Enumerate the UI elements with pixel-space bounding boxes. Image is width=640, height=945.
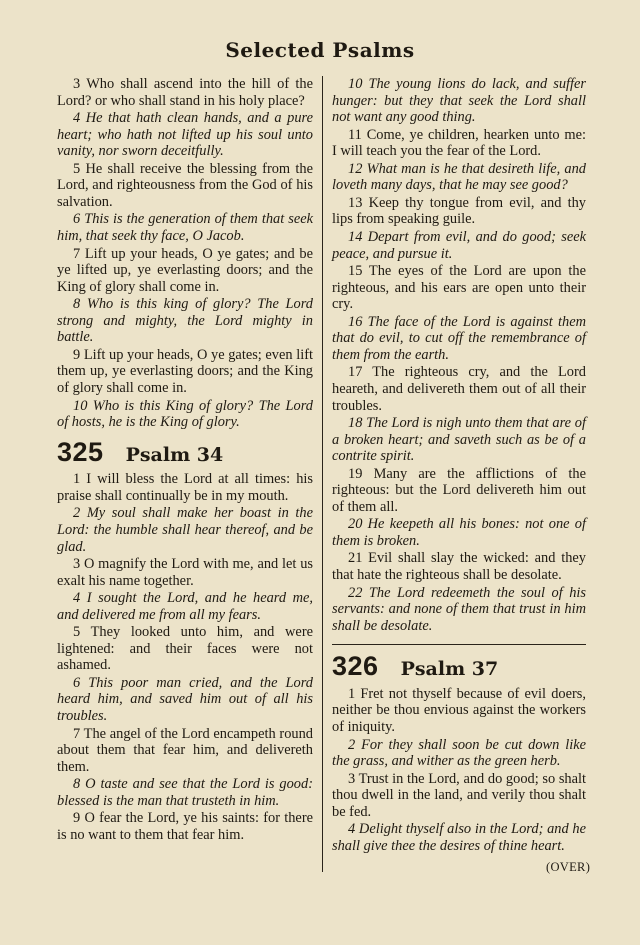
section-rule: [332, 644, 586, 645]
verse: 2 My soul shall make her boast in the Lord: the humble shall hear thereof, and be glad.: [57, 505, 313, 555]
verse: 6 This poor man cried, and the Lord heard him, and saved him out of all his troubles.: [57, 674, 313, 725]
verse: 3 Who shall ascend into the hill of the Lord? or who shall stand in his holy place?: [57, 76, 313, 109]
verse: 5 He shall receive the blessing from the Lord, and righteousness from the God of his salvation.: [57, 160, 313, 210]
verse: 10 Who is this King of glory? The Lord of hosts, he is the King of glory.: [57, 397, 313, 431]
verse: 16 The face of the Lord is against them that do evil, to cut off the remembrance of them from the earth.: [332, 313, 586, 363]
verse: 5 They looked unto him, and were lightened: and their faces were not ashamed.: [57, 624, 313, 674]
verse: 14 Depart from evil, and do good; seek peace, and pursue it.: [332, 228, 586, 262]
verse: 2 For they shall soon be cut down like the grass, and wither as the green herb.: [332, 736, 586, 770]
verse: 22 The Lord redeemeth the soul of his servants: and none of them that trust in him shall be desolate.: [332, 584, 586, 634]
verse: 15 The eyes of the Lord are upon the righteous, and his ears are open unto their cry.: [332, 262, 586, 313]
verse: 19 Many are the afflictions of the righteous: but the Lord delivereth him out of them all.: [332, 465, 586, 515]
verse: 9 O fear the Lord, ye his saints: for there is no want to them that fear him.: [57, 810, 313, 843]
left-column: [57, 76, 313, 844]
verse: 8 Who is this king of glory? The Lord strong and mighty, the Lord mighty in battle.: [57, 296, 313, 346]
verse: 21 Evil shall slay the wicked: and they that hate the righteous shall be desolate.: [332, 550, 586, 584]
verse: 13 Keep thy tongue from evil, and thy lips from speaking guile.: [332, 194, 586, 228]
psalm-325-title: Psalm 34: [125, 443, 224, 466]
over-marker: (OVER): [546, 860, 591, 874]
column-divider: [322, 76, 323, 872]
verse: 4 He that hath clean hands, and a pure heart; who hath not lifted up his soul unto vanity, nor sworn deceitfully.: [57, 110, 313, 160]
verse: 7 Lift up your heads, O ye gates; and be ye lifted up, ye everlasting doors; and the King of glory shall come in.: [57, 245, 313, 295]
psalm-326-title: Psalm 37: [400, 658, 499, 681]
verse: 4 Delight thyself also in the Lord; and he shall give thee the desires of thine heart.: [332, 821, 586, 854]
verse: 3 O magnify the Lord with me, and let us exalt his name together.: [57, 556, 313, 589]
psalm-325-header: [57, 436, 313, 467]
verse: 3 Trust in the Lord, and do good; so shalt thou dwell in the land, and verily thou shalt be fed.: [332, 770, 586, 820]
verse: 1 Fret not thyself because of evil doers, neither be thou envious against the workers of iniquity.: [332, 685, 586, 736]
verse: 8 O taste and see that the Lord is good: blessed is the man that trusteth in him.: [57, 776, 313, 809]
verse: 6 This is the generation of them that seek him, that seek thy face, O Jacob.: [57, 211, 313, 245]
page-title: Selected Psalms: [225, 38, 415, 62]
verse: 18 The Lord is nigh unto them that are of a broken heart; and saveth such as be of a contrite spirit.: [332, 415, 586, 465]
verse: 20 He keepeth all his bones: not one of them is broken.: [332, 516, 586, 549]
psalm-326-header: [332, 651, 586, 682]
right-column: [332, 76, 586, 855]
verse: 9 Lift up your heads, O ye gates; even lift them up, ye everlasting doors; and the King of glory shall come in.: [57, 346, 313, 397]
psalm-325-verses-right: [332, 76, 586, 634]
verse: 10 The young lions do lack, and suffer hunger: but they that seek the Lord shall not want any good thing.: [332, 76, 586, 126]
verse: 11 Come, ye children, hearken unto me: I will teach you the fear of the Lord.: [332, 126, 586, 160]
verse: 4 I sought the Lord, and he heard me, and delivered me from all my fears.: [57, 590, 313, 623]
verse: 1 I will bless the Lord at all times: his praise shall continually be in my mouth.: [57, 471, 313, 504]
psalm-326-verses: [332, 686, 586, 855]
psalm-326-number: 326: [332, 651, 379, 682]
verse: 17 The righteous cry, and the Lord heareth, and delivereth them out of all their troubles.: [332, 364, 586, 414]
psalm-325-verses-left: [57, 471, 313, 843]
verse: 7 The angel of the Lord encampeth round about them that fear him, and delivereth them.: [57, 725, 313, 775]
psalm-24-continued: [57, 76, 313, 431]
verse: 12 What man is he that desireth life, and loveth many days, that he may see good?: [332, 160, 586, 194]
psalm-325-number: 325: [57, 436, 104, 467]
